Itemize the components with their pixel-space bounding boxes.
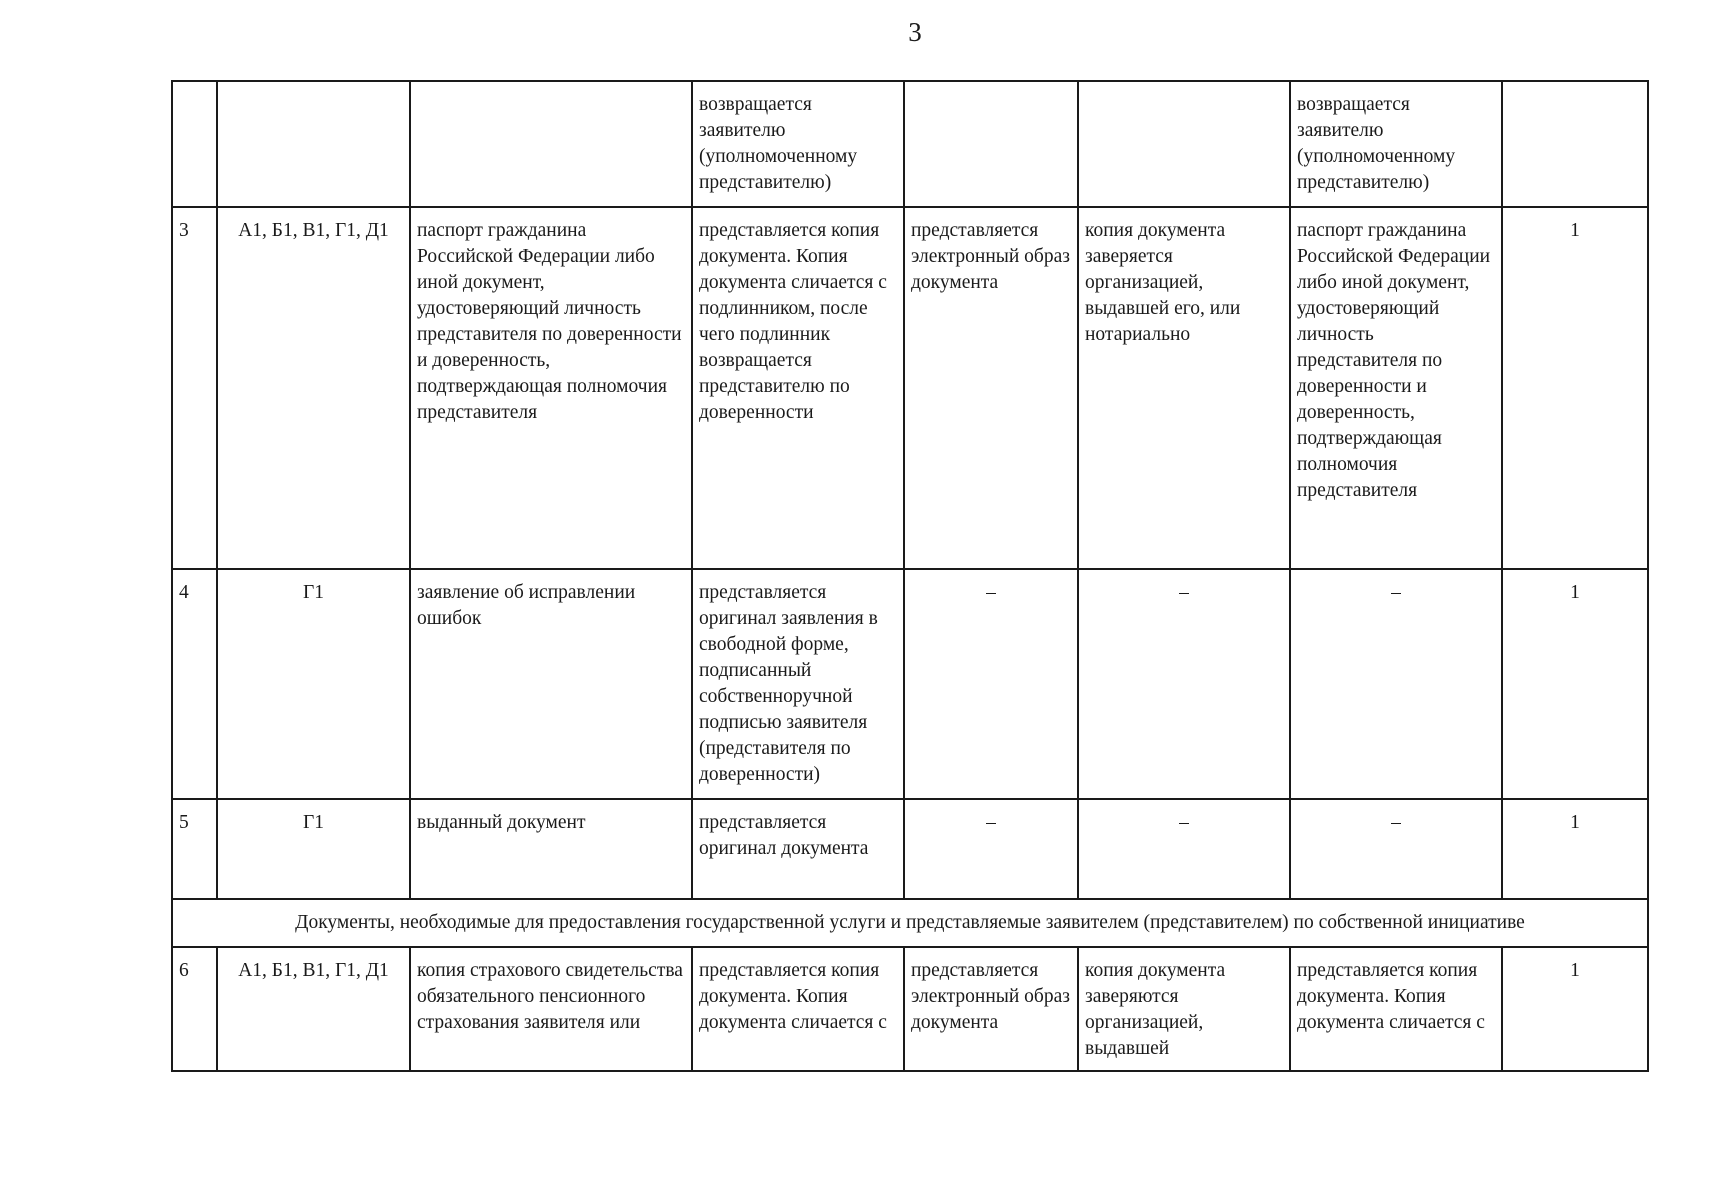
document-name: паспорт гражданина Российской Федерации либо иной документ, удостоверяющий личность представителя по доверенности и доверенность, подтверждающая полномочия представителя [410, 207, 692, 569]
row-number: 3 [172, 207, 217, 569]
table-row [172, 207, 1648, 569]
quantity [1502, 81, 1648, 207]
electronic-form: представляется электронный образ документа [904, 947, 1078, 1071]
row-number: 5 [172, 799, 217, 899]
returned-document: представляется копия документа. Копия документа сличается с [1290, 947, 1502, 1071]
returned-document: паспорт гражданина Российской Федерации либо иной документ, удостоверяющий личность представителя по доверенности и доверенность, подтверждающая полномочия представителя [1290, 207, 1502, 569]
quantity: 1 [1502, 207, 1648, 569]
page-number: 3 [908, 17, 922, 47]
electronic-form: представляется электронный образ документа [904, 207, 1078, 569]
documents-table [171, 80, 1649, 1072]
electronic-form: – [904, 569, 1078, 799]
quantity: 1 [1502, 947, 1648, 1071]
submission-requirements: представляется оригинал заявления в свободной форме, подписанный собственноручной подписью заявителя (представителя по доверенности) [692, 569, 904, 799]
submission-requirements: представляется копия документа. Копия документа сличается с подлинником, после чего подлинник возвращается представителю по доверенности [692, 207, 904, 569]
row-number: 6 [172, 947, 217, 1071]
table-row [172, 81, 1648, 207]
certification-requirements: копия документа заверяется организацией, выдавшей его, или нотариально [1078, 207, 1290, 569]
returned-document: возвращается заявителю (уполномоченному представителю) [1290, 81, 1502, 207]
quantity: 1 [1502, 569, 1648, 799]
document-name: заявление об исправлении ошибок [410, 569, 692, 799]
certification-requirements: – [1078, 799, 1290, 899]
certification-requirements: – [1078, 569, 1290, 799]
section-heading-row [172, 899, 1648, 947]
quantity: 1 [1502, 799, 1648, 899]
applicant-categories: Г1 [217, 569, 410, 799]
submission-requirements: представляется оригинал документа [692, 799, 904, 899]
row-number: 4 [172, 569, 217, 799]
document-name [410, 81, 692, 207]
submission-requirements: возвращается заявителю (уполномоченному представителю) [692, 81, 904, 207]
section-heading: Документы, необходимые для предоставления государственной услуги и представляемые заявителем (представителем) по собственной инициативе [172, 899, 1648, 947]
applicant-categories: А1, Б1, В1, Г1, Д1 [217, 947, 410, 1071]
document-name: выданный документ [410, 799, 692, 899]
table-row [172, 569, 1648, 799]
table-row [172, 799, 1648, 899]
applicant-categories [217, 81, 410, 207]
certification-requirements: копия документа заверяются организацией, выдавшей [1078, 947, 1290, 1071]
returned-document: – [1290, 569, 1502, 799]
document-name: копия страхового свидетельства обязательного пенсионного страхования заявителя или [410, 947, 692, 1071]
electronic-form: – [904, 799, 1078, 899]
returned-document: – [1290, 799, 1502, 899]
submission-requirements: представляется копия документа. Копия документа сличается с [692, 947, 904, 1071]
certification-requirements [1078, 81, 1290, 207]
table-row [172, 947, 1648, 1071]
row-number [172, 81, 217, 207]
applicant-categories: А1, Б1, В1, Г1, Д1 [217, 207, 410, 569]
applicant-categories: Г1 [217, 799, 410, 899]
electronic-form [904, 81, 1078, 207]
